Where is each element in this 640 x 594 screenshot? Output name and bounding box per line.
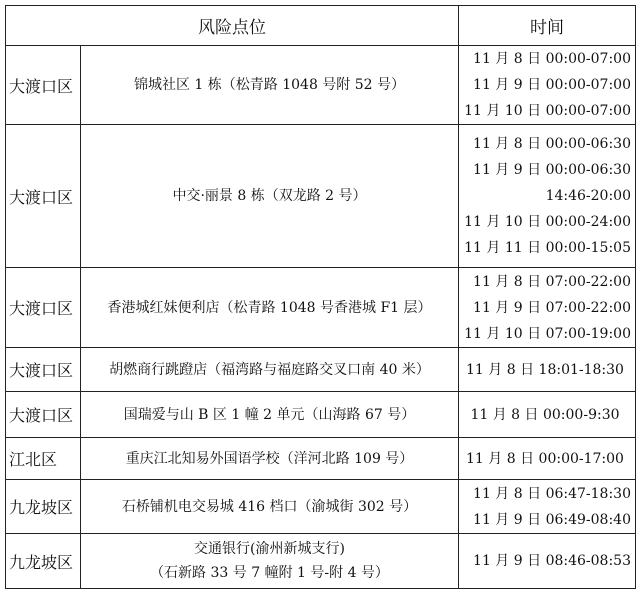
- time-line: 11 月 8 日 00:00-07:00: [473, 51, 631, 67]
- place-line: 交通银行(渝州新城支行): [194, 541, 345, 557]
- time-line: 11 月 8 日 00:00-17:00: [466, 450, 624, 467]
- time-cell: [459, 125, 636, 268]
- table-row: [6, 438, 636, 480]
- risk-locations-table: [5, 5, 636, 589]
- time-line: 11 月 8 日 07:00-22:00: [473, 273, 631, 290]
- time-cell: [459, 268, 636, 348]
- header-time: 时间: [459, 6, 636, 46]
- district-cell: 九龙坡区: [6, 534, 81, 589]
- place-line: 重庆江北知易外国语学校（洋河北路 109 号）: [125, 450, 414, 467]
- table-header-row: [6, 6, 636, 46]
- place-cell: [81, 268, 459, 348]
- time-line: 11 月 10 日 07:00-19:00: [464, 325, 631, 342]
- table-row: [6, 480, 636, 534]
- time-line: 11 月 9 日 06:49-08:40: [473, 511, 631, 528]
- place-cell: [81, 46, 459, 125]
- table-row: [6, 534, 636, 589]
- time-line: 11 月 9 日 00:00-06:30: [473, 162, 631, 178]
- time-cell: [459, 534, 636, 589]
- table-row: [6, 268, 636, 348]
- district-cell: 大渡口区: [6, 392, 81, 438]
- table-row: [6, 392, 636, 438]
- table-row: [6, 125, 636, 268]
- time-line: 11 月 8 日 18:01-18:30: [466, 361, 624, 378]
- place-cell: [81, 125, 459, 268]
- district-cell: 大渡口区: [6, 125, 81, 268]
- place-line: 石桥铺机电交易城 416 档口（渝城街 302 号）: [121, 498, 418, 515]
- time-cell: [459, 480, 636, 534]
- time-line: 11 月 8 日 06:47-18:30: [473, 485, 631, 502]
- time-line: 11 月 9 日 00:00-07:00: [473, 77, 631, 93]
- place-cell: [81, 534, 459, 589]
- time-line: 11 月 8 日 00:00-9:30: [470, 406, 620, 423]
- time-line: 11 月 9 日 07:00-22:00: [473, 299, 631, 316]
- place-cell: [81, 348, 459, 392]
- place-line: （石新路 33 号 7 幢附 1 号-附 4 号）: [150, 565, 389, 581]
- header-place: 风险点位: [6, 6, 459, 46]
- place-line: 锦城社区 1 栋（松青路 1048 号附 52 号）: [133, 77, 406, 93]
- district-cell: 大渡口区: [6, 348, 81, 392]
- place-line: 中交·丽景 8 栋（双龙路 2 号）: [172, 188, 367, 204]
- table-row: [6, 348, 636, 392]
- time-line: 14:46-20:00: [545, 188, 631, 204]
- place-cell: [81, 480, 459, 534]
- district-cell: 九龙坡区: [6, 480, 81, 534]
- time-line: 11 月 9 日 08:46-08:53: [473, 553, 631, 569]
- place-line: 国瑞爱与山 B 区 1 幢 2 单元（山海路 67 号）: [123, 406, 416, 423]
- time-line: 11 月 10 日 00:00-24:00: [464, 214, 631, 230]
- time-cell: [459, 438, 636, 480]
- time-cell: [459, 348, 636, 392]
- time-cell: [459, 46, 636, 125]
- district-cell: 江北区: [6, 438, 81, 480]
- place-line: 香港城红妹便利店（松青路 1048 号香港城 F1 层）: [107, 299, 432, 316]
- place-cell: [81, 392, 459, 438]
- time-line: 11 月 10 日 00:00-07:00: [464, 103, 631, 119]
- time-cell: [459, 392, 636, 438]
- place-line: 胡燃商行跳蹬店（福湾路与福庭路交叉口南 40 米）: [109, 361, 430, 378]
- time-line: 11 月 8 日 00:00-06:30: [473, 136, 631, 152]
- district-cell: 大渡口区: [6, 268, 81, 348]
- district-cell: 大渡口区: [6, 46, 81, 125]
- place-cell: [81, 438, 459, 480]
- time-line: 11 月 11 日 00:00-15:05: [464, 240, 631, 256]
- table-row: [6, 46, 636, 125]
